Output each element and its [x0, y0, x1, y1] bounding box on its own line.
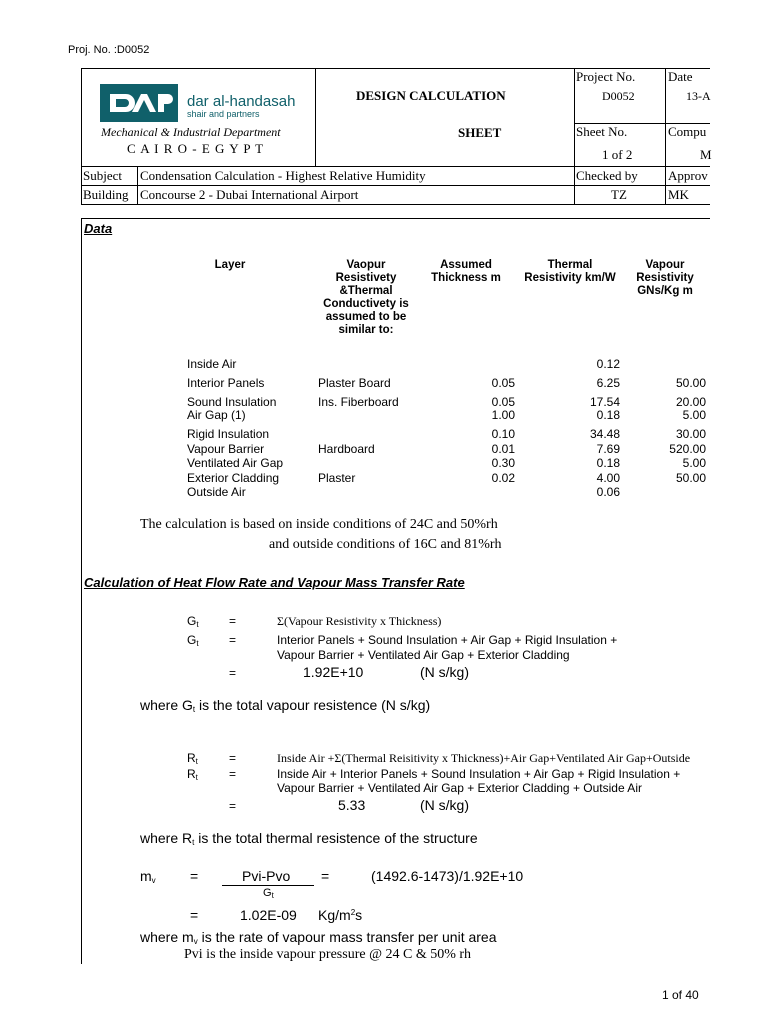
layer-cell: Sound Insulation	[187, 395, 277, 409]
gt-unit: (N s/kg)	[420, 664, 469, 680]
fraction-bar	[222, 885, 314, 886]
conditions-line-1: The calculation is based on inside conditions of 24C and 50%rh	[140, 517, 498, 532]
mv-denominator: $G_t$	[263, 887, 274, 900]
thickness-cell: 0.05	[491, 376, 515, 390]
subject-value: Condensation Calculation - Highest Relative Humidity	[140, 168, 426, 183]
layer-cell: Vapour Barrier	[187, 442, 265, 456]
gt-symbol: $G_t$	[187, 633, 199, 648]
sheet-no-label: Sheet No.	[576, 124, 628, 139]
layer-cell: Inside Air	[187, 357, 237, 371]
rt-expansion-line-1: Inside Air + Interior Panels + Sound Insulation + Air Gap + Rigid Insulation +	[277, 767, 681, 781]
building-value: Concourse 2 - Dubai International Airport	[140, 187, 359, 202]
gt-expansion-line-1: Interior Panels + Sound Insulation + Air Gap + Rigid Insulation +	[277, 633, 618, 647]
col-header-thermal: Thermal Resistivity km/W	[524, 259, 616, 284]
approved-label: Approv	[668, 168, 708, 183]
approved-value: MK	[668, 187, 689, 202]
similar-cell: Hardboard	[318, 442, 375, 456]
sheet-title-line1: DESIGN CALCULATION	[356, 88, 506, 103]
thickness-cell: 0.10	[491, 427, 515, 441]
thermal-cell: 0.18	[596, 456, 620, 470]
equals-sign: =	[229, 633, 237, 647]
rt-symbol: $R_t$	[187, 751, 198, 766]
rt-value: 5.33	[338, 797, 366, 813]
thickness-cell: 0.05	[491, 395, 515, 409]
computed-label: Compu	[668, 124, 707, 139]
rt-formula: Inside Air +Σ(Thermal Reisitivity x Thickness)+Air Gap+Ventilated Air Gap+Outside	[277, 751, 691, 765]
rt-symbol: $R_t$	[187, 767, 198, 782]
computed-value: M	[700, 147, 712, 162]
gt-formula: Σ(Vapour Resistivity x Thickness)	[277, 614, 442, 628]
col-header-vapour: Vapour Resistivity GNs/Kg m	[636, 259, 694, 297]
thickness-cell: 1.00	[491, 408, 515, 422]
department-name: Mechanical & Industrial Department	[101, 125, 281, 139]
equals-sign: =	[229, 666, 237, 680]
vapour-cell: 50.00	[675, 471, 706, 485]
pvi-definition: Pvi is the inside vapour pressure @ 24 C & 50% rh	[184, 947, 472, 962]
gt-definition: where $G_t$ is the total vapour resistence (N s/kg)	[140, 697, 431, 714]
vapour-cell: 5.00	[682, 408, 706, 422]
layer-cell: Air Gap (1)	[187, 408, 246, 422]
thermal-cell: 34.48	[589, 427, 620, 441]
thermal-cell: 7.69	[596, 442, 620, 456]
layer-cell: Ventilated Air Gap	[187, 456, 284, 470]
vapour-cell: 20.00	[675, 395, 706, 409]
mv-definition: where $m_v$ is the rate of vapour mass transfer per unit area	[140, 929, 497, 946]
mv-unit: $Kg/m^2s$	[318, 907, 363, 923]
logo-subtitle: shair and partners	[187, 109, 260, 119]
data-section-heading: Data	[84, 221, 113, 236]
thermal-cell: 0.06	[596, 485, 620, 499]
project-no-value: D0052	[602, 89, 635, 103]
mv-symbol: $m_v$	[140, 868, 156, 885]
dar-logo	[100, 84, 178, 122]
thermal-cell: 17.54	[589, 395, 620, 409]
col-header-layer: Layer	[214, 259, 246, 271]
gt-expansion-line-2: Vapour Barrier + Ventilated Air Gap + Exterior Cladding	[277, 648, 570, 662]
mv-expression: (1492.6-1473)/1.92E+10	[371, 868, 524, 884]
thickness-cell: 0.01	[491, 442, 515, 456]
thermal-cell: 0.18	[596, 408, 620, 422]
layer-cell: Outside Air	[187, 485, 246, 499]
thickness-cell: 0.30	[491, 456, 515, 470]
calc-section-heading: Calculation of Heat Flow Rate and Vapour Mass Transfer Rate	[84, 575, 465, 590]
gt-value: 1.92E+10	[303, 664, 364, 680]
logo-wordmark: dar al-handasah	[187, 93, 296, 110]
building-label: Building	[83, 187, 129, 202]
equals-sign: =	[190, 907, 199, 923]
rt-definition: where $R_t$ is the total thermal resistence of the structure	[140, 830, 478, 847]
rt-unit: (N s/kg)	[420, 797, 469, 813]
equals-sign: =	[229, 767, 237, 781]
similar-cell: Plaster	[318, 471, 356, 485]
thermal-cell: 4.00	[596, 471, 620, 485]
equals-sign: =	[229, 751, 237, 765]
conditions-line-2: and outside conditions of 16C and 81%rh	[269, 537, 502, 552]
date-label: Date	[668, 69, 693, 84]
project-no-label: Project No.	[576, 69, 636, 84]
sheet-no-value: 1 of 2	[602, 147, 633, 162]
vapour-cell: 520.00	[669, 442, 706, 456]
thickness-cell: 0.02	[491, 471, 515, 485]
page-number: 1 of 40	[662, 988, 699, 1002]
similar-cell: Plaster Board	[318, 376, 391, 390]
checked-by-label: Checked by	[576, 168, 638, 183]
checked-by-value: TZ	[611, 187, 627, 202]
vapour-cell: 50.00	[675, 376, 706, 390]
equals-sign: =	[229, 614, 237, 628]
layer-cell: Rigid Insulation	[187, 427, 270, 441]
thermal-cell: 6.25	[596, 376, 620, 390]
rt-expansion-line-2: Vapour Barrier + Ventilated Air Gap + Exterior Cladding + Outside Air	[277, 781, 642, 795]
city-name: C A I R O - E G Y P T	[127, 141, 265, 156]
col-header-similar: Vaopur Resistivety &Thermal Conductivety is assumed to be similar to:	[323, 259, 409, 336]
similar-cell: Ins. Fiberboard	[318, 395, 399, 409]
sheet-title-line2: SHEET	[458, 125, 502, 140]
layer-cell: Exterior Cladding	[187, 471, 280, 485]
layer-cell: Interior Panels	[187, 376, 265, 390]
mv-value: 1.02E-09	[240, 907, 297, 923]
col-header-thickness: Assumed Thickness m	[431, 259, 501, 284]
mv-numerator: Pvi-Pvo	[242, 868, 291, 884]
subject-label: Subject	[83, 168, 122, 183]
thermal-cell: 0.12	[596, 357, 620, 371]
equals-sign: =	[321, 868, 330, 884]
project-number-header: Proj. No. :D0052	[68, 44, 150, 56]
equals-sign: =	[229, 799, 237, 813]
equals-sign: =	[190, 868, 199, 884]
date-value: 13-A	[686, 89, 711, 103]
vapour-cell: 30.00	[675, 427, 706, 441]
vapour-cell: 5.00	[682, 456, 706, 470]
gt-symbol: $G_t$	[187, 614, 199, 629]
